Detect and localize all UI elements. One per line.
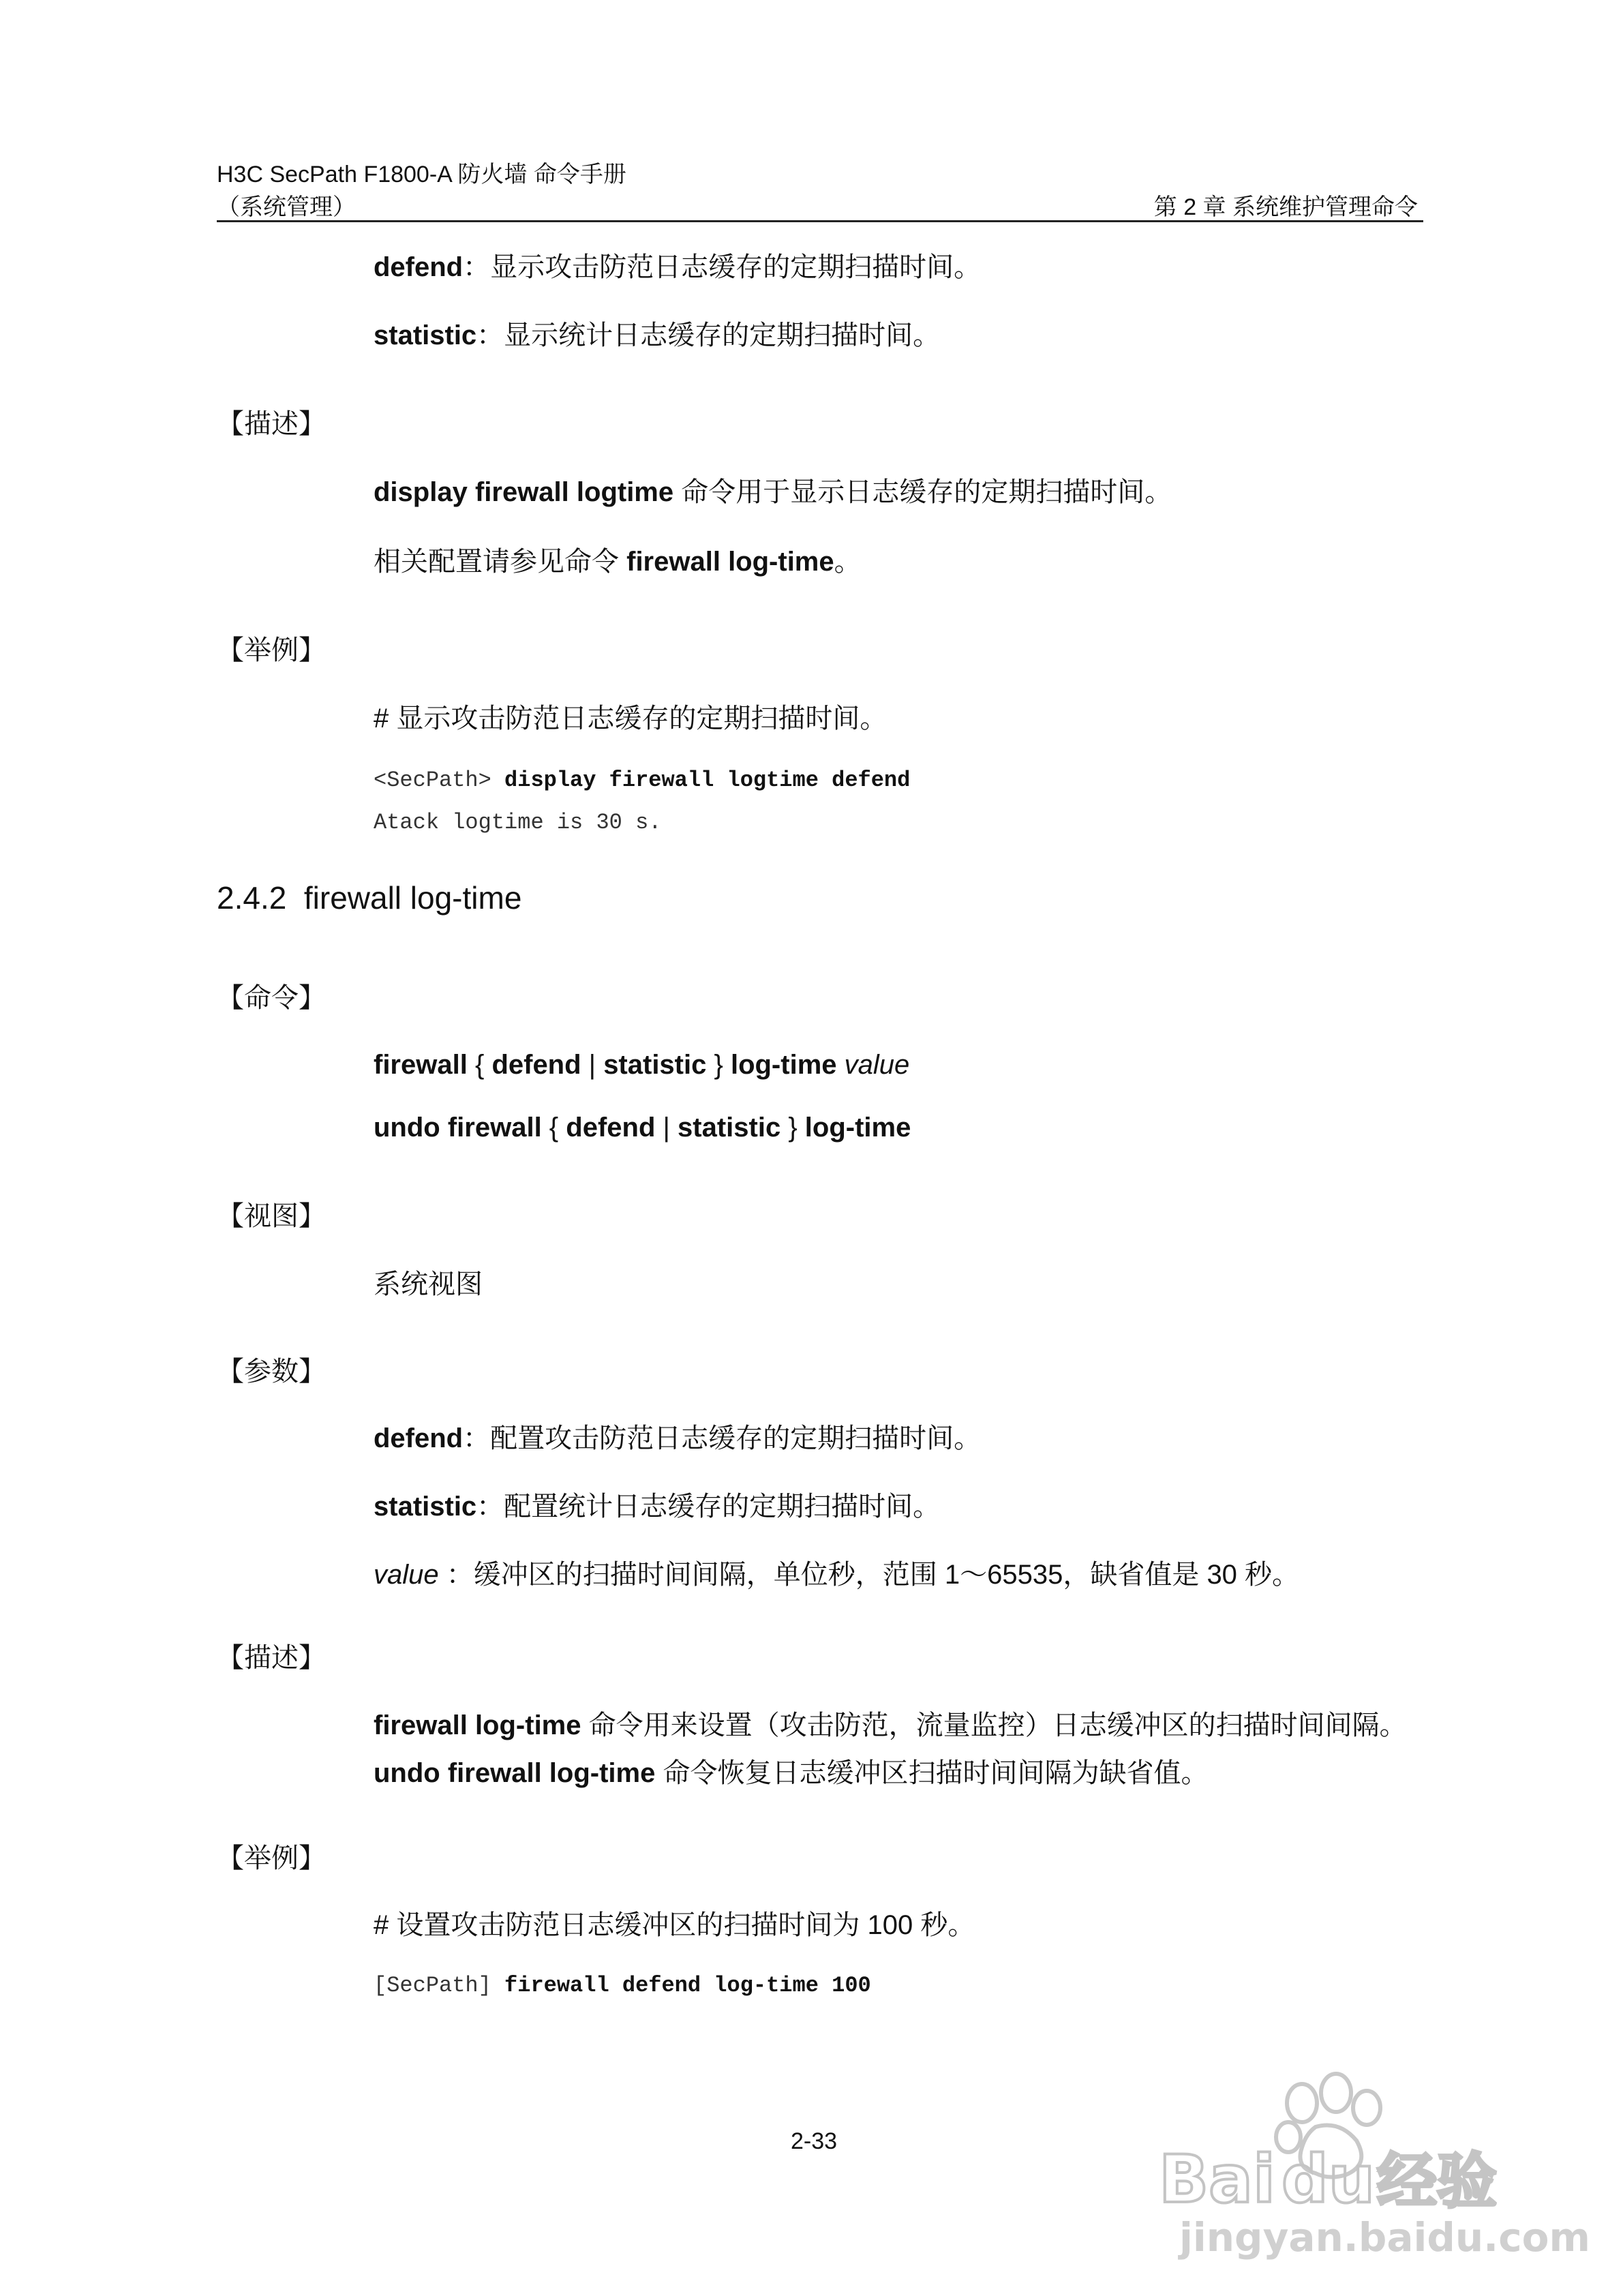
command-name: firewall log-time <box>374 1710 581 1740</box>
watermark-url: jingyan.baidu.com <box>1179 2214 1590 2261</box>
description-text: 命令恢复日志缓冲区扫描时间间隔为缺省值。 <box>655 1758 1209 1788</box>
param-line-statistic <box>374 1490 940 1523</box>
param-term: defend <box>374 1423 464 1453</box>
page-number: 2-33 <box>791 2128 838 2154</box>
header-subtitle: （系统管理） <box>217 194 356 220</box>
example-comment: # 显示攻击防范日志缓存的定期扫描时间。 <box>374 704 888 734</box>
description-line <box>374 476 1172 509</box>
param-line-defend <box>374 1422 981 1455</box>
watermark-brand: Bai <box>1159 2141 1275 2218</box>
code-line <box>374 768 910 793</box>
code-command: display firewall logtime defend <box>504 768 911 793</box>
section-heading-description: 【描述】 <box>217 1643 326 1673</box>
baidu-jingyan-watermark <box>1152 2066 1590 2263</box>
punctuation: 。 <box>834 547 862 577</box>
section-name: firewall log-time <box>303 880 522 916</box>
syntax-keyword: undo firewall <box>374 1113 542 1143</box>
related-config-line <box>374 545 862 578</box>
code-command: firewall defend log-time 100 <box>504 1973 871 1998</box>
header-chapter: 第 2 章 系统维护管理命令 <box>1153 194 1418 220</box>
code-line <box>374 1973 871 1998</box>
syntax-brace: } <box>706 1050 731 1080</box>
syntax-brace: { <box>541 1113 566 1143</box>
code-output: Atack logtime is 30 s. <box>374 810 662 835</box>
syntax-keyword: log-time <box>804 1113 911 1143</box>
description-text: 命令用来设置（攻击防范，流量监控）日志缓冲区的扫描时间间隔。 <box>581 1710 1407 1740</box>
syntax-separator: | <box>581 1050 604 1080</box>
command-syntax-line <box>374 1048 909 1081</box>
syntax-separator: | <box>655 1113 678 1143</box>
description-paragraph <box>374 1702 1427 1797</box>
syntax-brace: { <box>467 1050 492 1080</box>
param-text: ：缓冲区的扫描时间间隔，单位秒，范围 1～65535，缺省值是 30 秒。 <box>438 1560 1300 1590</box>
command-name: undo firewall log-time <box>374 1758 656 1788</box>
undo-syntax-line <box>374 1111 911 1144</box>
syntax-keyword: firewall <box>374 1050 468 1080</box>
param-term: statistic <box>374 1492 477 1522</box>
param-term: value <box>374 1560 439 1590</box>
param-text: ：显示攻击防范日志缓存的定期扫描时间。 <box>463 252 982 282</box>
syntax-keyword: defend <box>566 1113 656 1143</box>
param-text: ：显示统计日志缓存的定期扫描时间。 <box>476 320 941 350</box>
command-name: display firewall logtime <box>374 477 674 507</box>
section-heading-example: 【举例】 <box>217 635 326 665</box>
related-command: firewall log-time <box>626 547 834 577</box>
section-heading-parameters: 【参数】 <box>217 1357 326 1387</box>
code-prompt: <SecPath> <box>374 768 505 793</box>
param-line-defend <box>374 251 981 284</box>
section-heading-view: 【视图】 <box>217 1201 326 1231</box>
param-term: defend <box>374 252 464 282</box>
related-text: 相关配置请参见命令 <box>374 547 627 577</box>
header-rule <box>217 220 1423 222</box>
section-number: 2.4.2 <box>217 880 287 916</box>
param-line-statistic <box>374 319 940 352</box>
description-text: 命令用于显示日志缓存的定期扫描时间。 <box>673 477 1172 507</box>
syntax-argument: value <box>836 1050 910 1080</box>
section-heading-description: 【描述】 <box>217 409 326 439</box>
syntax-keyword: statistic <box>603 1050 707 1080</box>
param-term: statistic <box>374 320 477 350</box>
section-title <box>217 879 521 916</box>
header-title: H3C SecPath F1800-A 防火墙 命令手册 <box>217 162 626 187</box>
example-comment: # 设置攻击防范日志缓冲区的扫描时间为 100 秒。 <box>374 1910 975 1940</box>
syntax-brace: } <box>780 1113 805 1143</box>
code-prompt: [SecPath] <box>374 1973 505 1998</box>
view-text: 系统视图 <box>374 1269 483 1299</box>
baidu-paw-icon <box>1152 2066 1590 2263</box>
syntax-keyword: defend <box>491 1050 581 1080</box>
syntax-keyword: statistic <box>678 1113 781 1143</box>
syntax-keyword: log-time <box>730 1050 837 1080</box>
section-heading-command: 【命令】 <box>217 983 326 1013</box>
watermark-brand-jingyan: 经验 <box>1377 2146 1498 2216</box>
param-text: ：配置攻击防范日志缓存的定期扫描时间。 <box>463 1423 982 1453</box>
section-heading-example: 【举例】 <box>217 1843 326 1873</box>
watermark-brand-du: du <box>1281 2141 1376 2218</box>
param-line-value <box>374 1558 1299 1591</box>
param-text: ：配置统计日志缓存的定期扫描时间。 <box>476 1492 941 1522</box>
